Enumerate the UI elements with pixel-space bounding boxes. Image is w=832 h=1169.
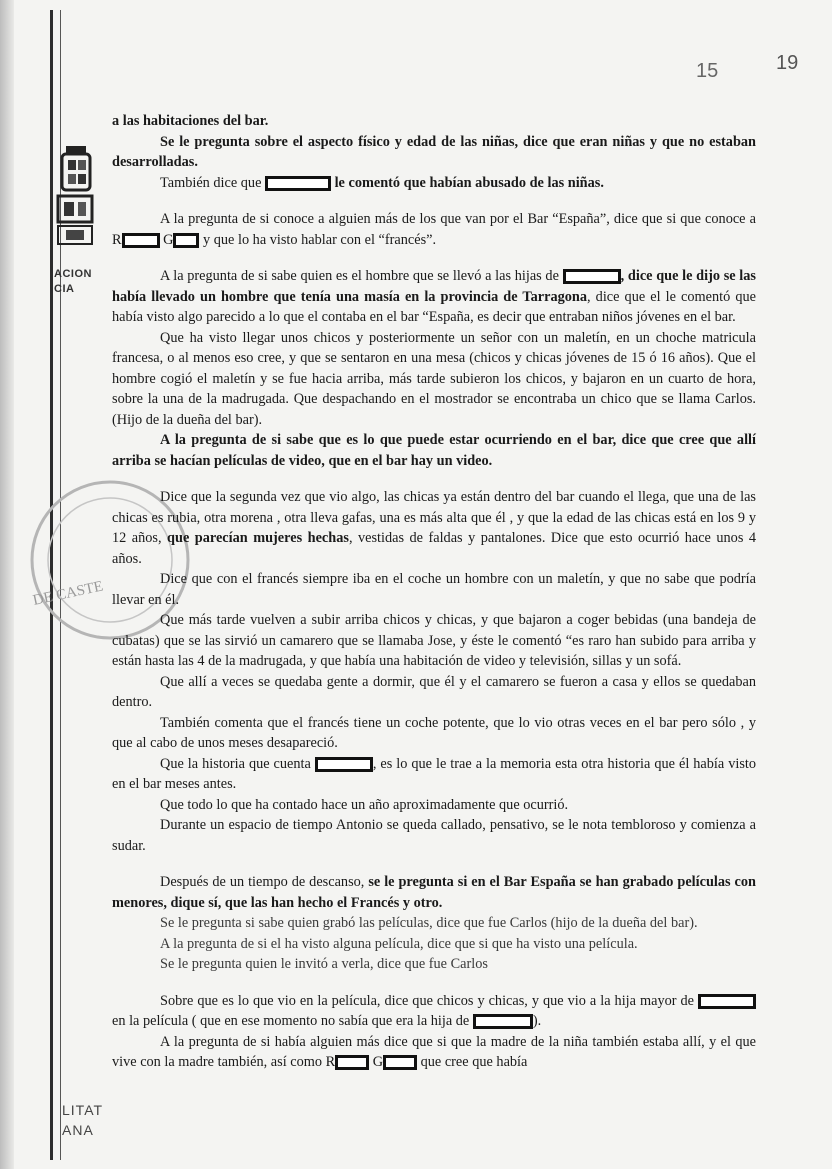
paragraph: Que la historia que cuenta , es lo que le trae a la memoria esta otra historia que él había visto en el bar meses antes.	[112, 755, 757, 792]
paragraph: Se le pregunta quien le invitó a verla, dice que fue Carlos	[160, 956, 488, 972]
paragraph: A la pregunta de si sabe quien es el hombre que se llevó a las hijas de , dice que le dijo se las había llevado un hombre que tenía una masía en la provincia de Tarragona, dice que el le comentó que había visto algo parecido a lo que el contaba en el bar “España, es decir que entraban niños jóvenes en el bar.	[112, 268, 756, 325]
redaction-box	[122, 233, 160, 248]
paragraph: A la pregunta de si había alguien más dice que si que la madre de la niña también estaba allí, y el que vive con la madre también, así como R G que cree que había	[112, 1033, 756, 1070]
margin-label-top: ACION	[54, 268, 92, 280]
redaction-box	[473, 1014, 533, 1029]
paragraph: Dice que la segunda vez que vio algo, las chicas ya están dentro del bar cuando el llega, que una de las chicas es rubia, otra morena , otra lleva gafas, una es más alta que él , y que la edad de las chicas está en los 9 y 12 años, que parecían mujeres hechas, vestidas de faldas y pantalones. Dice que esto ocurrió hace unos 4 años.	[112, 489, 757, 567]
redaction-box	[563, 269, 621, 284]
margin-footer-label-2: ANA	[62, 1122, 94, 1138]
redaction-box	[315, 757, 373, 772]
paragraph: A la pregunta de si conoce a alguien más de los que van por el Bar “España”, dice que si que conoce a R G y que lo ha visto hablar con el “francés”.	[112, 211, 756, 248]
paragraph: Durante un espacio de tiempo Antonio se queda callado, pensativo, se le nota tembloroso y comienza a sudar.	[112, 817, 756, 854]
paragraph: Se le pregunta si sabe quien grabó las películas, dice que fue Carlos (hijo de la dueña del bar).	[160, 915, 698, 931]
document-body	[112, 111, 756, 1073]
redaction-box	[698, 994, 756, 1009]
paragraph: A la pregunta de si el ha visto alguna película, dice que si que ha visto una película.	[160, 935, 638, 952]
paragraph: Dice que con el francés siempre iba en el coche un hombre con un maletín, y que no sabe que podría llevar en él.	[112, 571, 756, 608]
paragraph: Que más tarde vuelven a subir arriba chicos y chicas, y que bajaron a coger bebidas (una bandeja de cubatas) que se las sirvió un camarero que se llamaba Jose, y éste le comentó “es raro han subido para arriba y están hasta las 4 de la madrugada, y que había una habitación de video y televisión, sillas y un sofá.	[112, 612, 756, 669]
paragraph: Después de un tiempo de descanso, se le pregunta si en el Bar España se han grabado películas con menores, dique sí, que las han hecho el Francés y otro.	[112, 874, 756, 911]
paragraph: Se le pregunta sobre el aspecto físico y edad de las niñas, dice que eran niñas y que no estaban desarrolladas.	[112, 133, 756, 170]
paragraph: Que todo lo que ha contado hace un año aproximadamente que ocurrió.	[160, 796, 569, 813]
stamp-text: DE CASTE	[31, 578, 105, 609]
redaction-box	[335, 1055, 369, 1070]
paragraph: Que allí a veces se quedaba gente a dormir, que él y el camarero se fueron a casa y ellos se quedaban dentro.	[112, 673, 756, 710]
paragraph: También comenta que el francés tiene un coche potente, que lo vio otras veces en el bar pero sólo , y que al cabo de unos meses desapareció.	[112, 714, 756, 751]
paragraph: A la pregunta de si sabe que es lo que puede estar ocurriendo en el bar, dice que cree que allí arriba se hacían películas de video, que en el bar hay un video.	[112, 432, 756, 469]
page-number: 19	[776, 52, 799, 74]
redaction-box	[173, 233, 199, 248]
margin-footer-label-1: LITAT	[62, 1102, 104, 1118]
redaction-box	[383, 1055, 417, 1070]
paragraph: Sobre que es lo que vio en la película, dice que chicos y chicas, y que vio a la hija mayor de en la película ( que en ese momento no sabía que era la hija de ).	[112, 991, 756, 1032]
paragraph: a las habitaciones del bar.	[112, 113, 269, 129]
coat-of-arms-icon	[44, 140, 94, 258]
redaction-box	[265, 176, 331, 191]
page-number-faded: 15	[696, 60, 719, 82]
margin-label-bottom: CIA	[54, 283, 75, 295]
paragraph: Que ha visto llegar unos chicos y posteriormente un señor con un maletín, en un choche matricula francesa, o al menos eso cree, y que se sentaron en una mesa (chicos y chicas jóvenes de 15 ó 16 años). Que el hombre cogió el maletín y se fue hacia arriba, más tarde subieron los chicos, y bajaron en un cuarto de hora, sobre la una de la madrugada. Que despachando en el mostrador se encontraba un chico que se llama Carlos. (Hijo de la dueña del bar).	[112, 329, 756, 428]
paragraph: También dice que le comentó que habían abusado de las niñas.	[160, 174, 604, 191]
scan-edge-shadow	[0, 0, 14, 1169]
